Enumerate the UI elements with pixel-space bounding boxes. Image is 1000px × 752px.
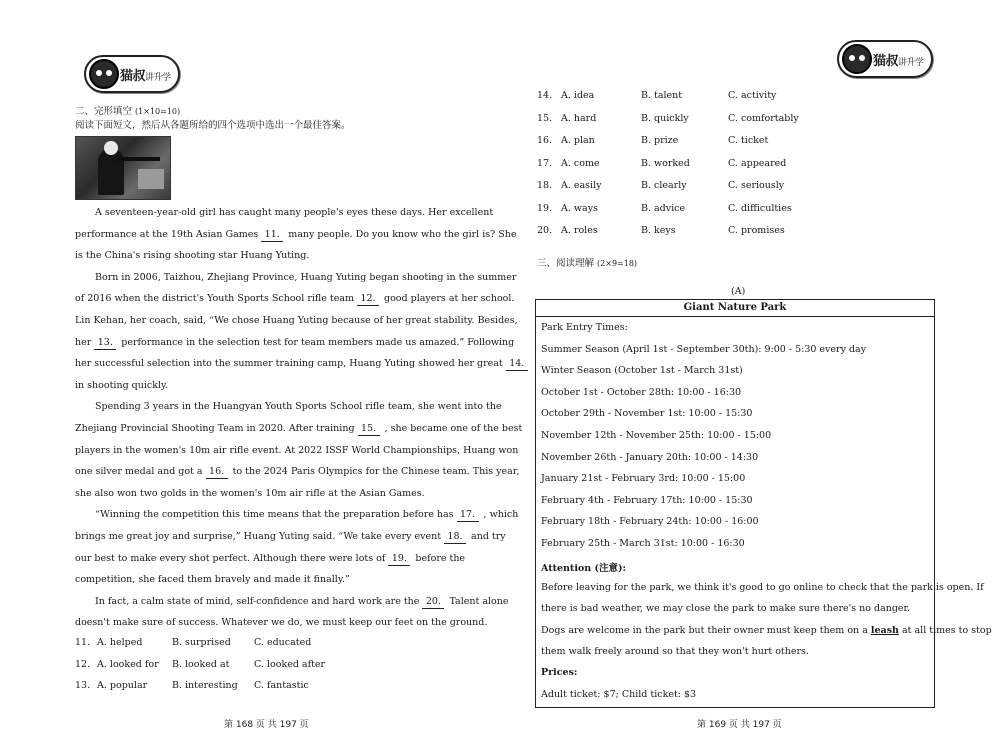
- passage-line: [75, 548, 466, 570]
- passage-line: [75, 288, 515, 310]
- entry-time-line: November 26th - January 20th: 10:00 - 14:30: [541, 451, 759, 463]
- passage-line: [75, 375, 455, 397]
- attention-line-1: Before leaving for the park, we think it's good to go online to check that the park is open. If: [541, 582, 984, 593]
- option-a[interactable]: A. helped: [97, 637, 143, 648]
- cat-face-icon: [842, 44, 872, 74]
- passage-text: Talent alone: [449, 595, 509, 607]
- passage-text: A seventeen-year-old girl has caught many people's eyes these days. Her excellent: [95, 207, 494, 218]
- attention-line-2: there is bad weather, we may close the park to make sure there's no danger.: [541, 603, 911, 614]
- right-page-footer: 第 169 页 共 197 页: [697, 720, 782, 730]
- passage-text: doesn't make sure of success. Whatever we do, we must keep our feet on the ground.: [75, 617, 488, 629]
- passage-line: [75, 332, 515, 354]
- passage-line: [75, 569, 455, 591]
- question-number: 12.: [75, 658, 91, 670]
- option-b[interactable]: B. keys: [641, 225, 676, 236]
- option-b[interactable]: B. talent: [641, 90, 683, 101]
- entry-time-line: November 12th - November 25th: 10:00 - 15:00: [541, 430, 772, 441]
- passage-line: [75, 224, 517, 246]
- option-b[interactable]: B. interesting: [172, 680, 238, 691]
- option-a[interactable]: A. roles: [561, 225, 598, 236]
- passage-text: performance at the 19th Asian Games: [75, 228, 259, 240]
- passage-text: Spending 3 years in the Huangyan Youth Sports School rifle team, she went into the: [95, 401, 502, 413]
- passage-line: [75, 353, 525, 375]
- option-c[interactable]: C. appeared: [728, 157, 787, 169]
- question-number: 14.: [537, 90, 553, 101]
- dogs-post: at all times to stop: [902, 625, 992, 636]
- cloze-blank: 19.: [388, 553, 410, 566]
- right-page: [500, 0, 1000, 752]
- prices-label: Prices:: [541, 667, 578, 678]
- option-c[interactable]: C. looked after: [254, 658, 326, 670]
- option-b[interactable]: B. quickly: [641, 112, 689, 124]
- passage-text: competition, she faced them bravely and made it finally.”: [75, 574, 350, 586]
- shooter-photo: [75, 136, 171, 200]
- option-a[interactable]: A. easily: [561, 180, 602, 191]
- passage-line: [75, 267, 517, 289]
- entry-times-label: Park Entry Times:: [541, 322, 628, 333]
- passage-line: [75, 526, 506, 548]
- option-c[interactable]: C. fantastic: [254, 680, 309, 691]
- passage-line: [75, 202, 494, 224]
- passage-line: [75, 245, 455, 267]
- passage-line: [75, 418, 523, 440]
- entry-time-line: October 29th - November 1st: 10:00 - 15:30: [541, 408, 753, 420]
- cloze-blank: 14.: [506, 358, 528, 371]
- reading-section-score: (2×9=18): [597, 259, 638, 268]
- reading-section-title: 三、阅读理解: [537, 258, 595, 269]
- cloze-blank: 18.: [444, 531, 466, 544]
- option-a[interactable]: A. idea: [561, 90, 595, 101]
- passage-text: Zhejiang Provincial Shooting Team in 2020. After training: [75, 422, 355, 434]
- option-b[interactable]: B. looked at: [172, 658, 230, 670]
- question-number: 13.: [75, 680, 91, 691]
- entry-time-line: February 25th - March 31st: 10:00 - 16:30: [541, 538, 745, 549]
- option-c[interactable]: C. educated: [254, 637, 312, 648]
- option-c[interactable]: C. comfortably: [728, 112, 799, 124]
- attention-label: Attention (注意):: [541, 563, 626, 574]
- passage-line: [75, 461, 520, 483]
- section-title: 二、完形填空: [75, 106, 133, 117]
- question-number: 17.: [537, 157, 553, 169]
- option-a[interactable]: A. popular: [97, 680, 148, 691]
- prices: Adult ticket: $7; Child ticket: $3: [541, 689, 697, 700]
- option-c[interactable]: C. difficulties: [728, 202, 792, 214]
- cloze-blank: 15.: [358, 423, 380, 436]
- option-a[interactable]: A. ways: [561, 202, 598, 214]
- passage-text: and try: [471, 530, 506, 542]
- entry-time-line: February 18th - February 24th: 10:00 - 16:00: [541, 516, 759, 528]
- passage-text: of 2016 when the district's Youth Sports School rifle team: [75, 293, 354, 305]
- dogs-line-2: them walk freely around so that they won't hurt others.: [541, 646, 809, 657]
- section-heading: [75, 107, 180, 117]
- passage-text: before the: [415, 552, 466, 564]
- option-b[interactable]: B. advice: [641, 202, 686, 214]
- passage-line: [75, 612, 488, 634]
- passage-text: she also won two golds in the women's 10m air rifle at the Asian Games.: [75, 487, 425, 499]
- entry-time-line: February 4th - February 17th: 10:00 - 15:30: [541, 494, 753, 506]
- passage-text: players in the women's 10m air rifle event. At 2022 ISSF World Championships, Huang won: [75, 444, 519, 456]
- cat-face-icon: [89, 59, 119, 89]
- logo-sub: 讲升学: [145, 73, 171, 83]
- part-label: (A): [731, 286, 746, 297]
- option-a[interactable]: A. plan: [561, 135, 595, 146]
- dogs-line-1: [541, 625, 992, 636]
- passage-text: is the China's rising shooting star Huang Yuting.: [75, 250, 310, 262]
- dogs-pre: Dogs are welcome in the park but their owner must keep them on a: [541, 625, 868, 636]
- option-b[interactable]: B. clearly: [641, 180, 687, 191]
- question-number: 15.: [537, 112, 553, 124]
- question-number: 20.: [537, 225, 553, 236]
- brand-logo: [84, 55, 180, 93]
- passage-text: In fact, a calm state of mind, self-confidence and hard work are the: [95, 595, 420, 607]
- park-notice: [535, 299, 992, 708]
- option-c[interactable]: C. activity: [728, 90, 777, 101]
- reading-section-heading: [537, 259, 637, 269]
- logo-brand: 猫叔: [120, 69, 146, 84]
- cloze-blank: 12.: [357, 293, 379, 306]
- passage-line: [75, 440, 519, 462]
- passage-line: [75, 591, 509, 613]
- cloze-blank: 13.: [94, 337, 116, 350]
- option-c[interactable]: C. ticket: [728, 135, 769, 146]
- option-c[interactable]: C. promises: [728, 225, 785, 236]
- option-b[interactable]: B. surprised: [172, 637, 231, 648]
- option-b[interactable]: B. prize: [641, 135, 679, 146]
- passage-text: , she became one of the best: [384, 422, 523, 434]
- passage-text: brings me great joy and surprise,” Huang Yuting said. “We take every event: [75, 530, 442, 542]
- passage-line: [75, 310, 518, 332]
- passage-text: to the 2024 Paris Olympics for the Chinese team. This year,: [232, 466, 520, 478]
- passage-text: many people. Do you know who the girl is? She: [288, 228, 517, 240]
- section-score: (1×10=10): [135, 107, 181, 116]
- question-number: 11.: [75, 637, 91, 648]
- option-b[interactable]: B. worked: [641, 157, 690, 169]
- entry-time-line: Winter Season (October 1st - March 31st): [541, 365, 743, 377]
- cloze-blank: 16.: [206, 466, 228, 479]
- leash-word: leash: [870, 625, 899, 636]
- entry-time-line: Summer Season (April 1st - September 30th): 9:00 - 5:30 every day: [541, 343, 867, 355]
- passage-text: her: [75, 336, 92, 348]
- brand-logo-right: [837, 40, 933, 78]
- passage-line: [75, 483, 455, 505]
- entry-time-line: October 1st - October 28th: 10:00 - 16:30: [541, 386, 742, 398]
- passage-text: in shooting quickly.: [75, 379, 169, 391]
- option-a[interactable]: A. looked for: [97, 658, 159, 670]
- cloze-blank: 17.: [457, 509, 479, 522]
- passage-text: performance in the selection test for team members made us amazed.” Following: [121, 336, 515, 348]
- cloze-blank: 20.: [422, 596, 444, 609]
- question-number: 16.: [537, 135, 553, 146]
- option-a[interactable]: A. hard: [561, 112, 597, 124]
- entry-time-line: January 21st - February 3rd: 10:00 - 15:00: [541, 473, 746, 485]
- passage-text: “Winning the competition this time means that the preparation before has: [95, 509, 454, 521]
- cloze-passage: [75, 202, 525, 634]
- passage-text: Lin Kehan, her coach, said, “We chose Huang Yuting because of her great stability. Besides,: [75, 314, 518, 326]
- passage-text: good players at her school.: [384, 293, 515, 305]
- left-page-footer: 第 168 页 共 197 页: [224, 720, 309, 730]
- question-number: 18.: [537, 180, 553, 191]
- option-c[interactable]: C. seriously: [728, 180, 785, 191]
- instruction: 阅读下面短文，然后从各题所给的四个选项中选出一个最佳答案。: [75, 120, 351, 131]
- logo-sub: 讲升学: [898, 58, 924, 68]
- passage-text: our best to make every shot perfect. Although there were lots of: [75, 552, 386, 564]
- option-a[interactable]: A. come: [561, 157, 600, 169]
- passage-line: [75, 396, 502, 418]
- passage-text: , which: [483, 509, 519, 521]
- cloze-blank: 11.: [261, 229, 283, 242]
- passage-line: [75, 504, 519, 526]
- passage-text: Born in 2006, Taizhou, Zhejiang Province, Huang Yuting began shooting in the summer: [95, 271, 517, 283]
- passage-text: her successful selection into the summer training camp, Huang Yuting showed her great: [75, 358, 503, 370]
- question-number: 19.: [537, 202, 553, 214]
- passage-text: one silver medal and got a: [75, 466, 203, 478]
- logo-brand: 猫叔: [873, 54, 899, 69]
- notice-title: Giant Nature Park: [536, 300, 934, 317]
